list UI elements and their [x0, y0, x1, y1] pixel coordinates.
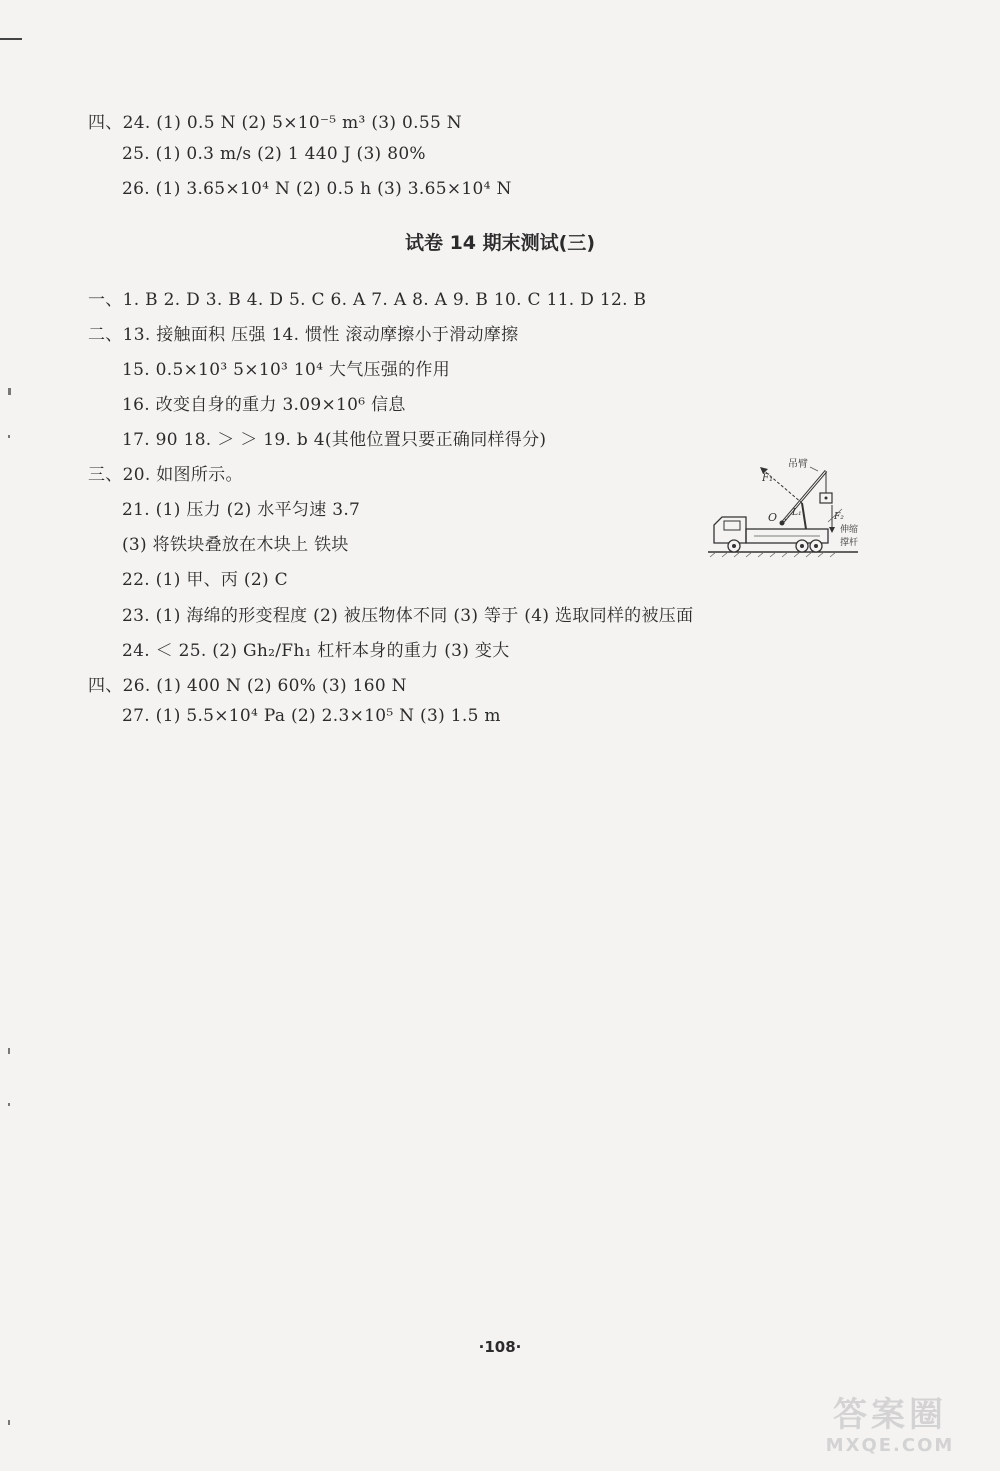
- answer-line: 二、13. 接触面积 压强 14. 惯性 滚动摩擦小于滑动摩擦: [88, 325, 519, 345]
- scan-speck: [8, 1103, 10, 1106]
- watermark-main: 答案圈: [833, 1395, 947, 1435]
- figure-label-boom: 吊臂: [788, 459, 808, 470]
- figure-label-o: O: [768, 511, 778, 524]
- figure-label-l1: L₁: [792, 508, 802, 518]
- answer-line: 21. (1) 压力 (2) 水平匀速 3.7: [122, 500, 361, 520]
- watermark-url: MXQE.COM: [825, 1435, 955, 1456]
- crane-truck-figure: [706, 455, 866, 575]
- scan-speck: [8, 388, 11, 395]
- answer-line: 26. (1) 3.65×10⁴ N (2) 0.5 h (3) 3.65×10⁴ N: [122, 179, 512, 199]
- watermark: [790, 1395, 990, 1465]
- figure-label-f1: F₁: [762, 473, 773, 484]
- figure-label-strut-2: 撑杆: [840, 538, 859, 548]
- answer-line: 17. 90 18. ＞ ＞ 19. b 4(其他位置只要正确同样得分): [122, 430, 547, 450]
- answer-line: 15. 0.5×10³ 5×10³ 10⁴ 大气压强的作用: [122, 360, 451, 380]
- answer-line: 24. ＜ 25. (2) Gh₂/Fh₁ 杠杆本身的重力 (3) 变大: [122, 641, 510, 661]
- test-title: 试卷 14 期末测试(三): [404, 232, 596, 254]
- figure-label-strut-1: 伸缩: [840, 525, 859, 535]
- answer-line: 四、24. (1) 0.5 N (2) 5×10⁻⁵ m³ (3) 0.55 N: [88, 113, 462, 133]
- scan-speck: [8, 435, 10, 438]
- answer-line: 三、20. 如图所示。: [88, 465, 243, 485]
- page-edge-mark: [0, 38, 22, 40]
- scan-speck: [8, 1048, 10, 1054]
- answer-line: 22. (1) 甲、丙 (2) C: [122, 570, 288, 590]
- figure-label-f2: F₂: [834, 512, 844, 522]
- page-number: ·108·: [478, 1338, 522, 1356]
- answer-line: 一、1. B 2. D 3. B 4. D 5. C 6. A 7. A 8. A 9. B 10. C 11. D 12. B: [88, 290, 647, 310]
- answer-line: 25. (1) 0.3 m/s (2) 1 440 J (3) 80%: [122, 144, 426, 164]
- answer-line: (3) 将铁块叠放在木块上 铁块: [122, 535, 349, 555]
- answer-line: 四、26. (1) 400 N (2) 60% (3) 160 N: [88, 676, 407, 696]
- answer-line: 16. 改变自身的重力 3.09×10⁶ 信息: [122, 395, 406, 415]
- answer-line: 27. (1) 5.5×10⁴ Pa (2) 2.3×10⁵ N (3) 1.5 m: [122, 706, 501, 726]
- scan-speck: [8, 1420, 10, 1425]
- answer-line: 23. (1) 海绵的形变程度 (2) 被压物体不同 (3) 等于 (4) 选取同样的被压面: [122, 606, 694, 626]
